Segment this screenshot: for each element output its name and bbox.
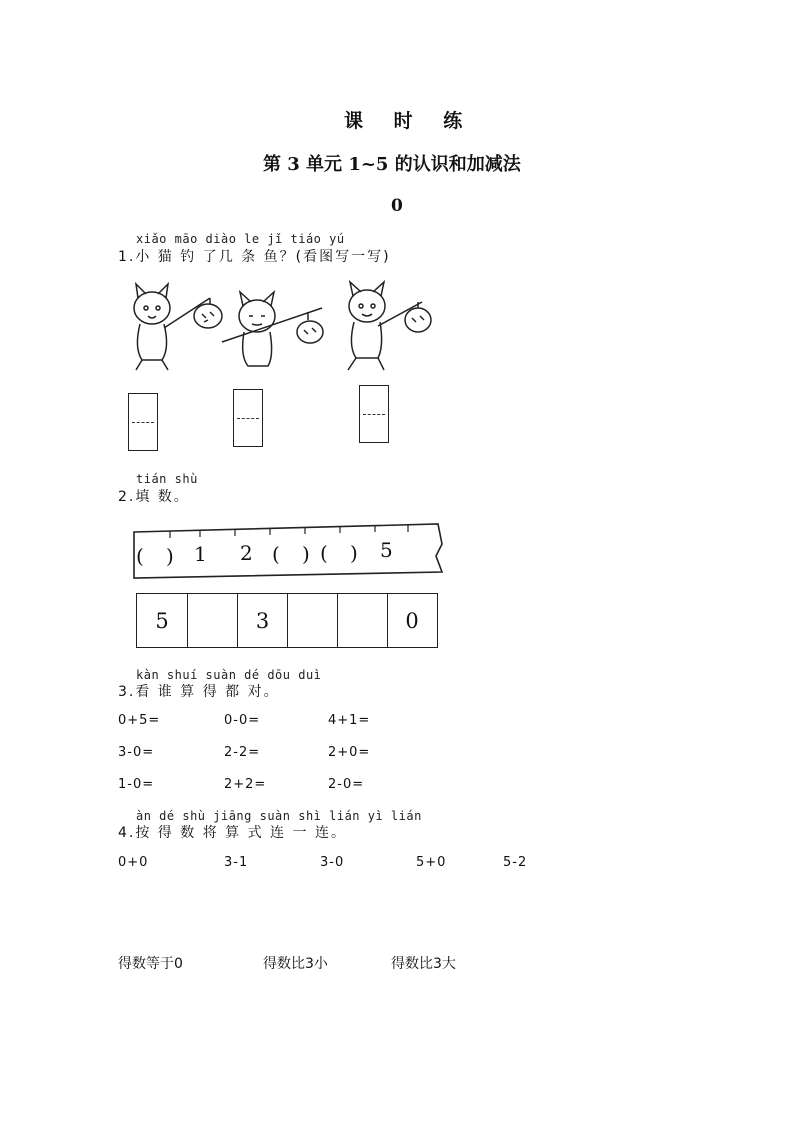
q2-text: 2.填 数。 — [118, 489, 190, 505]
calc-expression: 0-0= — [224, 713, 261, 728]
q3-text: 3.看 谁 算 得 都 对。 — [118, 684, 280, 700]
fish-bag-icon — [194, 298, 222, 328]
fish-bag-icon — [405, 302, 431, 332]
answer-box[interactable] — [128, 393, 158, 451]
grid-cell[interactable] — [288, 594, 338, 647]
grid-cell[interactable]: 3 — [238, 594, 288, 647]
strip-paren: ( — [272, 542, 280, 566]
answer-box[interactable] — [359, 385, 389, 443]
strip-number: 1 — [194, 542, 207, 566]
match-target[interactable]: 得数比3小 — [263, 956, 328, 972]
number-grid — [136, 593, 438, 648]
strip-paren: ) — [166, 544, 174, 568]
calc-expression: 2-0= — [328, 777, 365, 792]
match-expression[interactable]: 3-1 — [224, 855, 249, 870]
strip-paren: ) — [302, 542, 310, 566]
strip-paren: ( — [136, 544, 144, 568]
calc-expression: 3-0= — [118, 745, 155, 760]
calc-expression: 0+5= — [118, 713, 161, 728]
q3-pinyin: kàn shuí suàn dé dōu duì — [136, 668, 322, 682]
grid-cell[interactable] — [338, 594, 388, 647]
match-expression[interactable]: 0+0 — [118, 855, 149, 870]
cats-fishing-illustration — [122, 278, 452, 378]
calc-expression: 2+0= — [328, 745, 371, 760]
calc-expression: 2+2= — [224, 777, 267, 792]
cat-icon — [222, 292, 322, 366]
grid-cell[interactable]: 5 — [137, 594, 188, 647]
match-target[interactable]: 得数等于0 — [118, 956, 183, 972]
unit-subtitle: 第 3 单元 1~5 的认识和加减法 — [263, 154, 521, 175]
calc-expression: 1-0= — [118, 777, 155, 792]
grid-cell[interactable]: 0 — [405, 608, 419, 633]
strip-number: 2 — [240, 541, 253, 565]
cat-icon — [134, 284, 210, 370]
q2-pinyin: tián shù — [136, 472, 198, 486]
number-strip-outline — [130, 520, 448, 580]
calc-expression: 2-2= — [224, 745, 261, 760]
match-expression[interactable]: 5-2 — [503, 855, 528, 870]
strip-number: 5 — [380, 538, 393, 562]
match-expression[interactable]: 3-0 — [320, 855, 345, 870]
number-strip — [130, 520, 448, 580]
q4-text: 4.按 得 数 将 算 式 连 一 连。 — [118, 825, 347, 841]
cat-icon — [348, 282, 422, 370]
answer-box[interactable] — [233, 389, 263, 447]
match-target[interactable]: 得数比3大 — [391, 956, 456, 972]
fish-bag-icon — [297, 312, 323, 343]
q1-pinyin: xiǎo māo diào le jǐ tiáo yú — [136, 232, 345, 246]
strip-paren: ) — [350, 541, 358, 565]
calc-expression: 4+1= — [328, 713, 371, 728]
match-expression[interactable]: 5+0 — [416, 855, 447, 870]
grid-cell[interactable] — [188, 594, 238, 647]
q4-pinyin: àn dé shù jiāng suàn shì lián yì lián — [136, 809, 422, 823]
page-title: 课 时 练 — [344, 110, 475, 132]
strip-paren: ( — [320, 541, 328, 565]
lesson-title: 0 — [391, 196, 403, 216]
q1-text: 1.小 猫 钓 了几 条 鱼？(看图写一写) — [118, 249, 391, 265]
